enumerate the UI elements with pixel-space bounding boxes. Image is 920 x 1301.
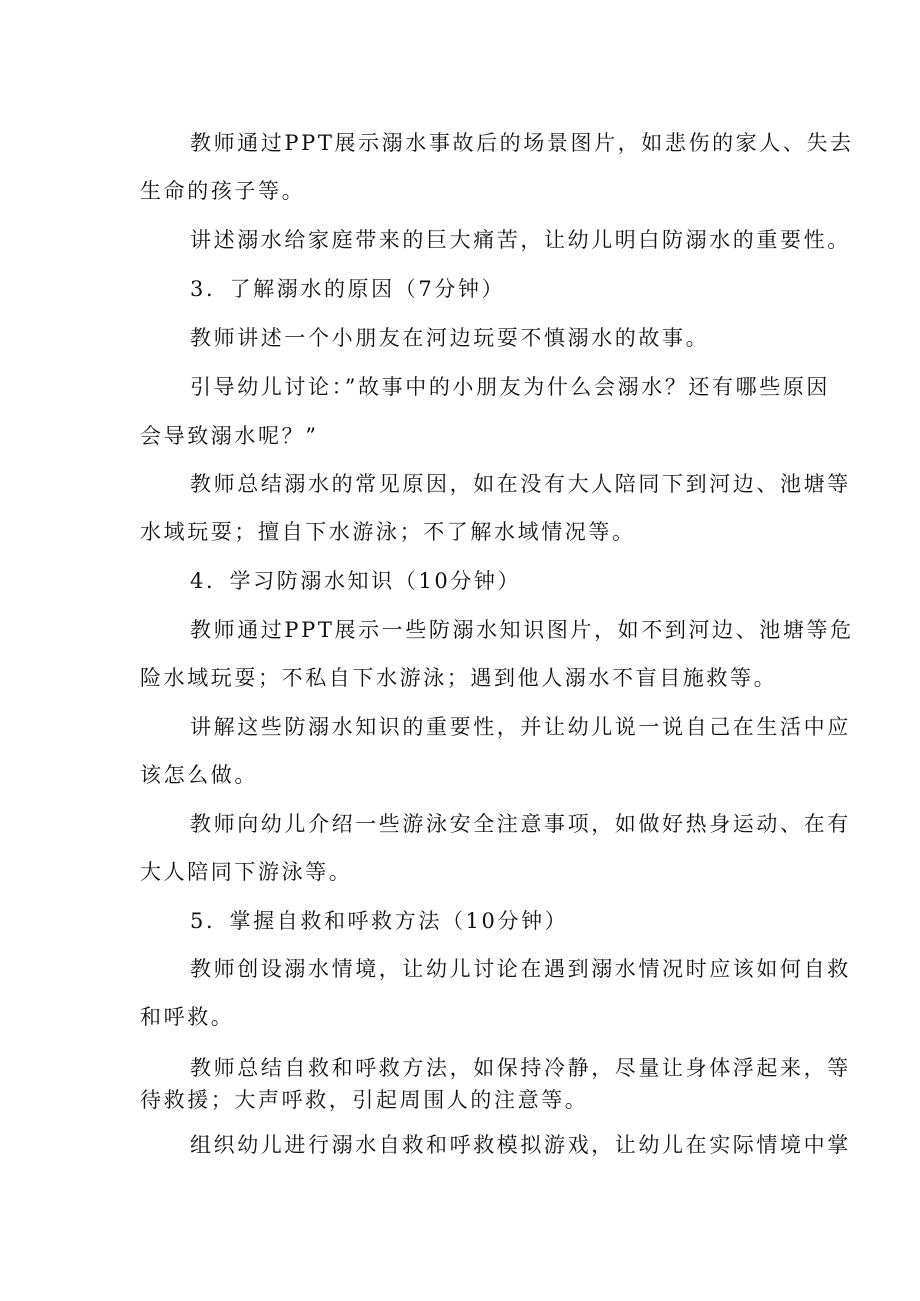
section-heading: 4．学习防溺水知识（10分钟）: [190, 569, 522, 593]
paragraph-line: 讲述溺水给家庭带来的巨大痛苦，让幼儿明白防溺水的重要性。: [190, 228, 851, 252]
paragraph-line: 会导致溺水呢？”: [140, 424, 319, 448]
paragraph-line: 和呼救。: [140, 1005, 235, 1029]
paragraph-line: 组织幼儿进行溺水自救和呼救模拟游戏，让幼儿在实际情境中掌: [190, 1133, 851, 1157]
paragraph-line: 教师向幼儿介绍一些游泳安全注意事项，如做好热身运动、在有: [190, 812, 851, 836]
paragraph-line: 大人陪同下游泳等。: [140, 860, 353, 884]
paragraph-line: 教师通过PPT展示一些防溺水知识图片，如不到河边、池塘等危: [190, 618, 854, 642]
paragraph-line: 待救援；大声呼救，引起周围人的注意等。: [140, 1088, 589, 1112]
paragraph-line: 生命的孩子等。: [140, 179, 306, 203]
paragraph-line: 险水域玩耍；不私自下水游泳；遇到他人溺水不盲目施救等。: [140, 666, 778, 690]
paragraph-line: 水域玩耍；擅自下水游泳；不了解水域情况等。: [140, 520, 636, 544]
paragraph-line: 教师讲述一个小朋友在河边玩耍不慎溺水的故事。: [190, 326, 710, 350]
paragraph-line: 教师总结自救和呼救方法，如保持冷静，尽量让身体浮起来，等: [190, 1056, 851, 1080]
paragraph-line: 教师创设溺水情境，让幼儿讨论在遇到溺水情况时应该如何自救: [190, 957, 851, 981]
paragraph-line: 讲解这些防溺水知识的重要性，并让幼儿说一说自己在生活中应: [190, 715, 851, 739]
section-heading: 5．掌握自救和呼救方法（10分钟）: [190, 909, 569, 933]
paragraph-line: 该怎么做。: [140, 763, 258, 787]
paragraph-line: 教师总结溺水的常见原因，如在没有大人陪同下到河边、池塘等: [190, 472, 851, 496]
paragraph-line: 引导幼儿讨论：”故事中的小朋友为什么会溺水？还有哪些原因: [190, 375, 831, 399]
section-heading: 3．了解溺水的原因（7分钟）: [190, 277, 506, 301]
paragraph-line: 教师通过PPT展示溺水事故后的场景图片，如悲伤的家人、失去: [190, 131, 854, 155]
